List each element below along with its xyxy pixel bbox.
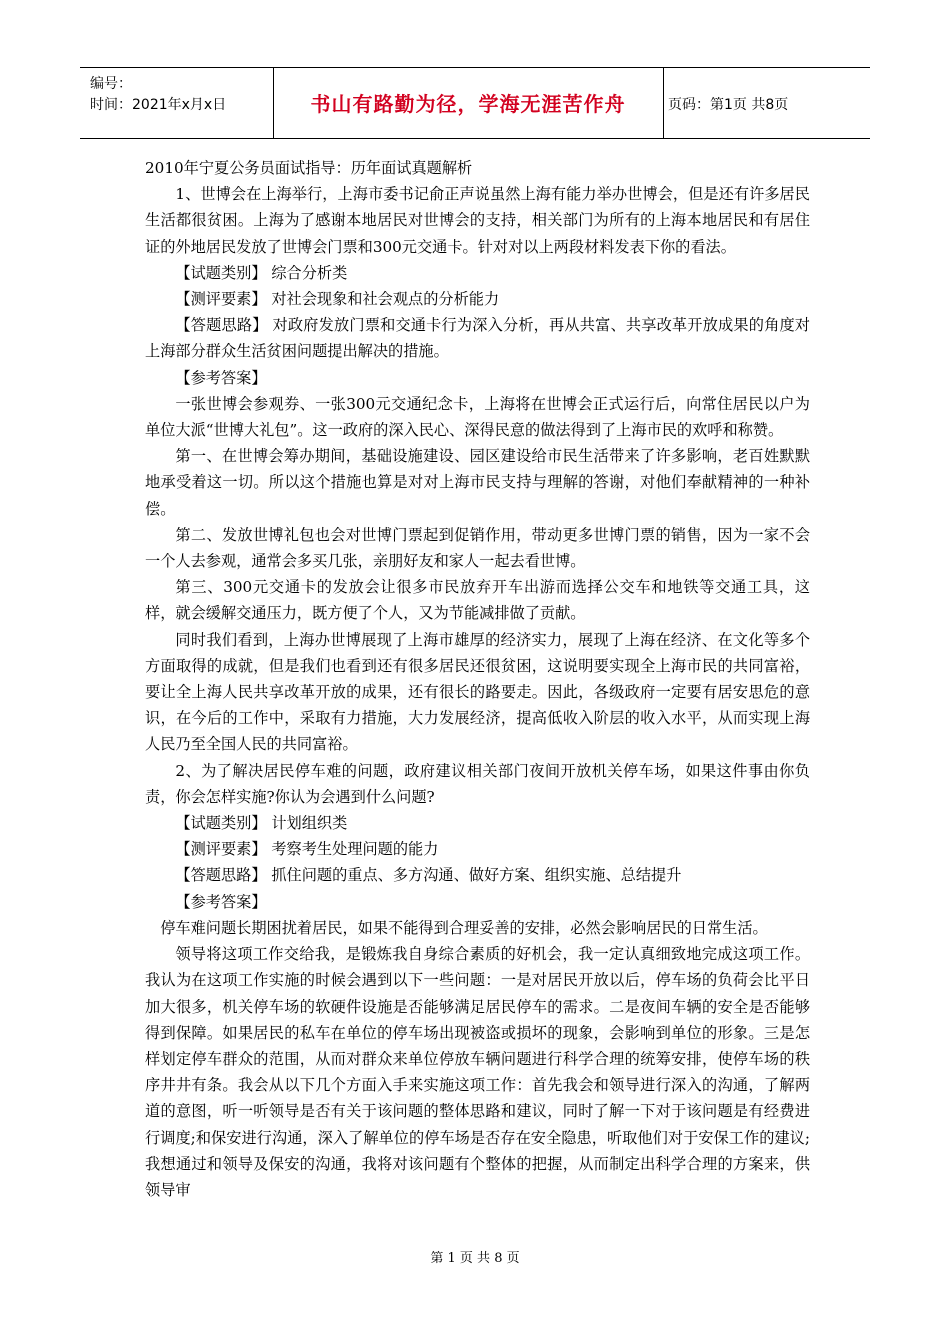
paragraph: 一张世博会参观券、一张300元交通纪念卡，上海将在世博会正式运行后，向常住居民以户为单位大派“世博大礼包”。这一政府的深入民心、深得民意的做法得到了上海市民的欢呼和称赞。 xyxy=(145,394,810,440)
paragraph: 1、世博会在上海举行，上海市委书记俞正声说虽然上海有能力举办世博会，但是还有许多居民生活都很贫困。上海为了感谢本地居民对世博会的支持，相关部门为所有的上海本地居民和有居住证的外地居民发放了世博会门票和300元交通卡。针对对以上两段材料发表下你的看法。 xyxy=(145,185,810,256)
paragraph: 第二、发放世博礼包也会对世博门票起到促销作用，带动更多世博门票的销售，因为一家不会一个人去参观，通常会多买几张，亲朋好友和家人一起去看世博。 xyxy=(145,525,810,571)
paragraph: 第一、在世博会筹办期间，基础设施建设、园区建设给市民生活带来了许多影响，老百姓默默地承受着这一切。所以这个措施也算是对对上海市民支持与理解的答谢，对他们奉献精神的一种补偿。 xyxy=(145,447,810,518)
paragraph: 【试题类别】 计划组织类 xyxy=(175,814,348,833)
header-slogan: 书山有路勤为径，学海无涯苦作舟 xyxy=(310,92,626,116)
paragraph: 领导将这项工作交给我，是锻炼我自身综合素质的好机会，我一定认真细致地完成这项工作。我认为在这项工作实施的时候会遇到以下一些问题：一是对居民开放以后，停车场的负荷会比平日加大很多，机关停车场的软硬件设施是否能够满足居民停车的需求。二是夜间车辆的安全是否能够得到保障。如果居民的私车在单位的停车场出现被盗或损坏的现象，会影响到单位的形象。三是怎样划定停车群众的范围，从而对群众来单位停放车辆问题进行科学合理的统筹安排，使停车场的秩序井井有条。我会从以下几个方面入手来实施这项工作：首先我会和领导进行深入的沟通，了解两道的意图，听一听领导是否有关于该问题的整体思路和建议，同时了解一下对于该问题是有经费进行调度;和保安进行沟通，深入了解单位的停车场是否存在安全隐患，听取他们对于安保工作的建议;我想通过和领导及保安的沟通，我将对该问题有个整体的把握，从而制定出科学合理的方案来，供领导审 xyxy=(145,945,810,1199)
header-divider xyxy=(663,68,664,138)
paragraph: 同时我们看到，上海办世博展现了上海市雄厚的经济实力，展现了上海在经济、在文化等多个方面取得的成就，但是我们也看到还有很多居民还很贫困，这说明要实现全上海市民的共同富裕，要让全上海人民共享改革开放的成果，还有很长的路要走。因此，各级政府一定要有居安思危的意识，在今后的工作中，采取有力措施，大力发展经济，提高低收入阶层的收入水平，从而实现上海人民乃至全国人民的共同富裕。 xyxy=(145,630,810,754)
header-page-info: 页码：第1页 共8页 xyxy=(668,97,789,113)
header-number: 编号： xyxy=(90,76,132,92)
paragraph: 【试题类别】 综合分析类 xyxy=(175,263,348,282)
header-meta xyxy=(90,74,290,116)
paragraph: 【测评要素】 对社会现象和社会观点的分析能力 xyxy=(175,290,500,309)
paragraph: 【参考答案】 xyxy=(175,892,267,911)
header-date: 时间：2021年x月x日 xyxy=(90,97,227,113)
paragraph: 第三、300元交通卡的发放会让很多市民放弃开车出游而选择公交车和地铁等交通工具，这样，就会缓解交通压力，既方便了个人，又为节能减排做了贡献。 xyxy=(145,578,810,623)
paragraph: 停车难问题长期困扰着居民，如果不能得到合理妥善的安排，必然会影响居民的日常生活。 xyxy=(160,918,768,937)
paragraph: 2、为了解决居民停车难的问题，政府建议相关部门夜间开放机关停车场，如果这件事由你负责，你会怎样实施?你认为会遇到什么问题? xyxy=(145,761,810,806)
paragraph: 【答题思路】 对政府发放门票和交通卡行为深入分析，再从共富、共享改革开放成果的角度对上海部分群众生活贫困问题提出解决的措施。 xyxy=(145,316,810,361)
document-body xyxy=(145,155,810,1203)
paragraph: 【测评要素】 考察考生处理问题的能力 xyxy=(175,840,439,859)
document-title: 2010年宁夏公务员面试指导：历年面试真题解析 xyxy=(145,159,473,177)
page-header xyxy=(80,67,870,139)
page-footer: 第 1 页 共 8 页 xyxy=(430,1251,520,1266)
paragraph: 【参考答案】 xyxy=(175,368,267,387)
paragraph: 【答题思路】 抓住问题的重点、多方沟通、做好方案、组织实施、总结提升 xyxy=(175,866,682,885)
